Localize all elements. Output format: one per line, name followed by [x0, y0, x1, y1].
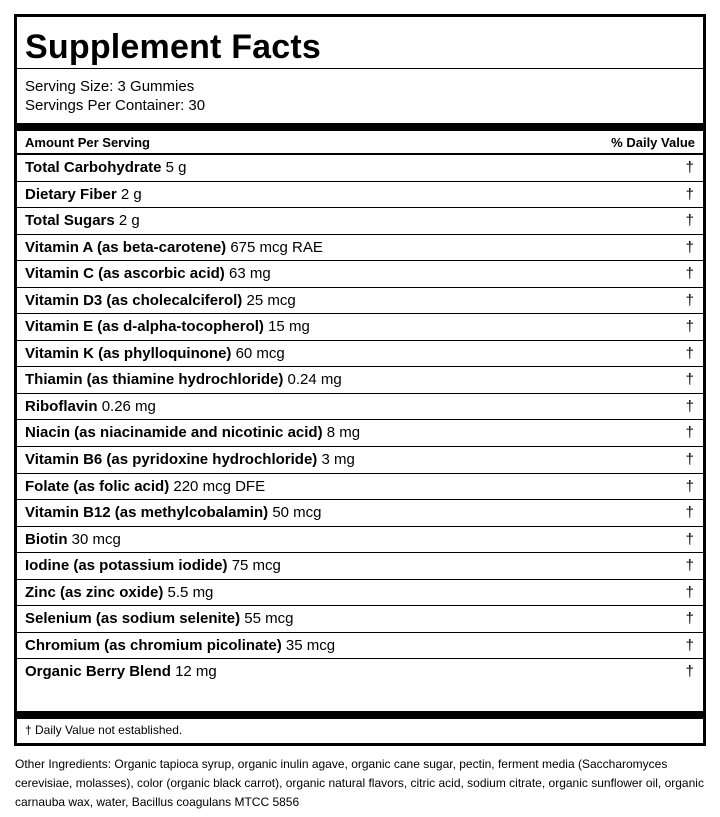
serving-size: Serving Size: 3 Gummies [25, 78, 195, 95]
nutrient-amount: 5 g [165, 159, 187, 176]
nutrient-amount: 75 mcg [231, 557, 281, 575]
daily-value-dagger: † [685, 610, 694, 628]
daily-value-dagger: † [685, 557, 694, 575]
nutrient-amount: 30 mcg [71, 530, 121, 548]
nutrient-amount: 0.26 mg [101, 397, 156, 415]
servings-per-container: Servings Per Container: 30 [25, 97, 206, 114]
nutrient-row [17, 366, 703, 393]
nutrient-name: Total Sugars [25, 212, 115, 230]
daily-value-dagger: † [685, 185, 694, 203]
daily-value-dagger: † [685, 318, 694, 336]
nutrient-amount: 2 g [120, 185, 142, 203]
nutrient-name: Total Carbohydrate [25, 159, 162, 176]
nutrient-name: Vitamin B12 (as methylcobalamin) [25, 504, 269, 522]
nutrient-row [17, 313, 703, 340]
nutrient-amount: 15 mg [268, 318, 310, 336]
nutrient-name: Selenium (as sodium selenite) [25, 610, 241, 628]
nutrient-amount: 5.5 mg [167, 583, 214, 601]
nutrient-name: Vitamin K (as phylloquinone) [25, 344, 232, 362]
supplement-facts-panel [14, 14, 706, 746]
daily-value-dagger: † [685, 159, 694, 176]
nutrient-name: Vitamin E (as d-alpha-tocopherol) [25, 318, 264, 336]
nutrient-name: Biotin [25, 530, 68, 548]
nutrient-row [17, 419, 703, 446]
nutrient-name: Vitamin C (as ascorbic acid) [25, 265, 225, 283]
nutrient-row [17, 552, 703, 579]
nutrient-row [17, 446, 703, 473]
title-divider [17, 68, 703, 69]
daily-value-dagger: † [685, 265, 694, 283]
nutrient-name: Organic Berry Blend [25, 663, 171, 681]
daily-value-dagger: † [685, 424, 694, 442]
nutrient-row [17, 207, 703, 234]
daily-value-dagger: † [685, 504, 694, 522]
column-header [25, 132, 695, 154]
nutrient-row [17, 287, 703, 314]
daily-value-dagger: † [685, 451, 694, 469]
nutrient-name: Dietary Fiber [25, 185, 117, 203]
nutrient-row [17, 579, 703, 606]
nutrient-amount: 60 mcg [235, 344, 285, 362]
nutrient-name: Zinc (as zinc oxide) [25, 583, 164, 601]
nutrient-name: Folate (as folic acid) [25, 477, 170, 495]
nutrient-amount: 63 mg [228, 265, 271, 283]
nutrient-row [17, 473, 703, 500]
other-ingredients: Other Ingredients: Organic tapioca syrup, organic inulin agave, organic cane sugar, pectin, ferment media (Saccharomyces cerevisiae, molasses), color (organic black carrot), organic natural flavors, citric acid, sodium citrate, organic sunflower oil, organic carnauba wax, water, Bacillus coagulans MTCC 5856 [15, 757, 704, 809]
nutrient-name: Vitamin A (as beta-carotene) [25, 238, 227, 256]
footnote: † Daily Value not established. [25, 723, 183, 737]
nutrient-name: Vitamin D3 (as cholecalciferol) [25, 291, 243, 309]
nutrient-name: Niacin (as niacinamide and nicotinic acid) [25, 424, 323, 442]
nutrient-rows [17, 154, 703, 685]
nutrient-name: Vitamin B6 (as pyridoxine hydrochloride) [25, 451, 318, 469]
daily-value-dagger: † [685, 371, 694, 389]
serving-info [25, 77, 205, 115]
nutrient-row [17, 658, 703, 685]
nutrient-amount: 0.24 mg [287, 371, 342, 389]
nutrient-amount: 2 g [118, 212, 140, 230]
daily-value-dagger: † [685, 212, 694, 230]
nutrient-row [17, 632, 703, 659]
daily-value-label: % Daily Value [611, 135, 695, 150]
nutrient-amount: 675 mcg RAE [230, 238, 323, 256]
daily-value-dagger: † [685, 344, 694, 362]
nutrient-name: Iodine (as potassium iodide) [25, 557, 228, 575]
daily-value-dagger: † [685, 583, 694, 601]
nutrient-name: Thiamin (as thiamine hydrochloride) [25, 371, 284, 389]
amount-per-serving-label: Amount Per Serving [25, 135, 150, 150]
nutrient-row [17, 260, 703, 287]
daily-value-dagger: † [685, 238, 694, 256]
panel-title: Supplement Facts [25, 28, 322, 66]
nutrient-row [17, 526, 703, 553]
thick-divider-top [17, 123, 703, 131]
nutrient-amount: 35 mcg [285, 636, 336, 654]
nutrient-amount: 220 mcg DFE [173, 477, 266, 495]
nutrient-amount: 3 mg [321, 451, 355, 469]
daily-value-dagger: † [685, 530, 694, 548]
nutrient-row [17, 181, 703, 208]
nutrient-amount: 55 mcg [244, 610, 294, 628]
nutrient-amount: 50 mcg [272, 504, 322, 522]
nutrient-row [17, 154, 703, 181]
nutrient-row [17, 340, 703, 367]
daily-value-dagger: † [685, 636, 694, 654]
nutrient-row [17, 605, 703, 632]
daily-value-dagger: † [685, 477, 694, 495]
nutrient-amount: 12 mg [175, 663, 217, 681]
nutrient-name: Riboflavin [25, 397, 98, 415]
nutrient-amount: 25 mcg [246, 291, 296, 309]
nutrient-row [17, 393, 703, 420]
daily-value-dagger: † [685, 663, 694, 681]
nutrient-name: Chromium (as chromium picolinate) [25, 636, 282, 654]
nutrient-row [17, 234, 703, 261]
daily-value-dagger: † [685, 291, 694, 309]
daily-value-dagger: † [685, 397, 694, 415]
nutrient-row [17, 499, 703, 526]
nutrient-amount: 8 mg [326, 424, 361, 442]
thick-divider-bottom [17, 711, 703, 719]
